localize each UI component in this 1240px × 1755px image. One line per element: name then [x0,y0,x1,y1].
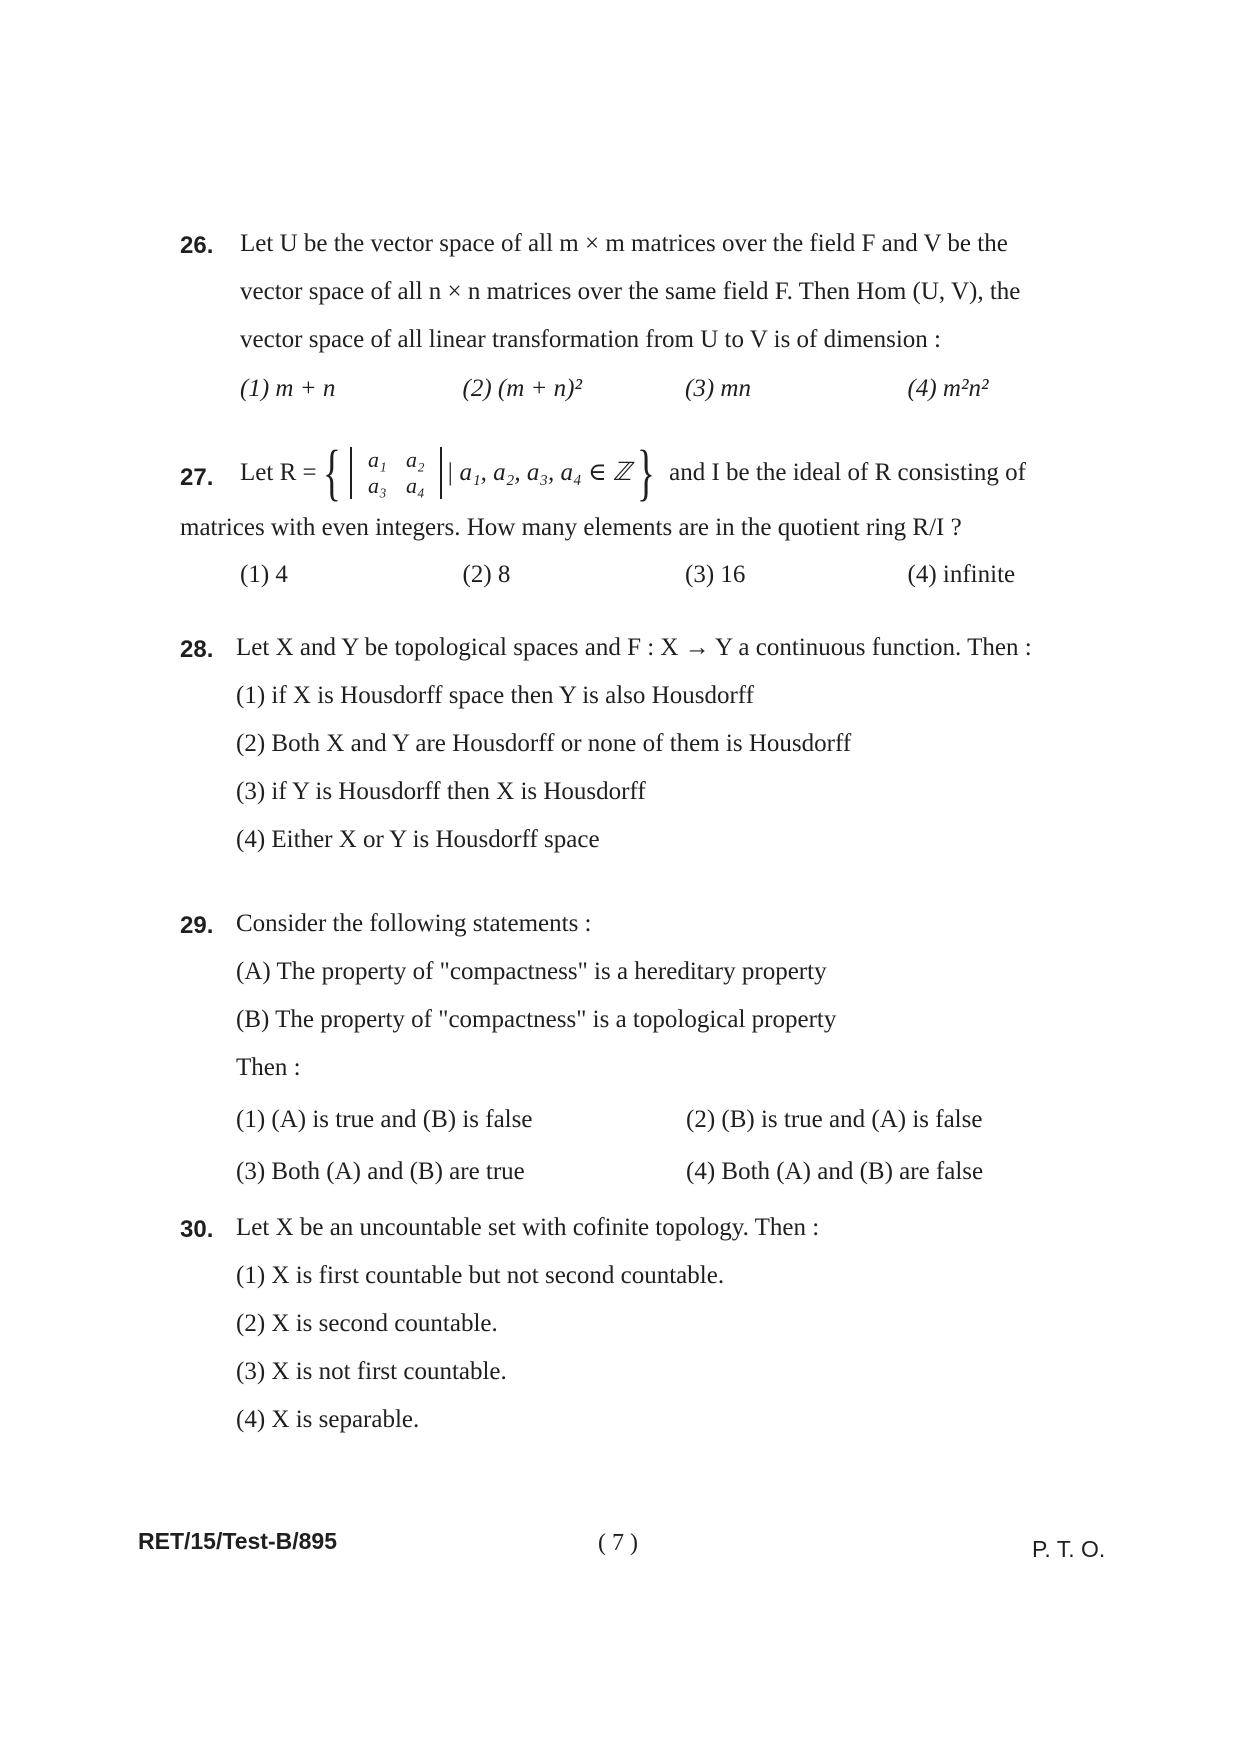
statement-a: (A) The property of "compactness" is a hereditary property [236,958,827,985]
matrix-entry: a₃ [368,473,387,498]
option-4: (4) m²n² [907,375,989,402]
question-28 [180,636,1130,864]
exam-code: RET/15/Test-B/895 [138,1528,337,1554]
option-1: (1) (A) is true and (B) is false [236,1106,533,1133]
option-1: (1) X is first countable but not second countable. [236,1262,725,1289]
question-number: 29. [180,912,214,939]
option-4: (4) Either X or Y is Housdorff space [236,826,600,853]
page-number: ( 7 ) [598,1530,638,1556]
option-4: (4) Both (A) and (B) are false [686,1158,984,1185]
pto-label: P. T. O. [1032,1536,1106,1562]
option-2: (2) 8 [462,561,511,588]
option-2: (2) Both X and Y are Housdorff or none of them is Housdorff [236,730,852,757]
option-1: (1) m + n [240,375,336,402]
option-4: (4) X is separable. [236,1406,420,1433]
question-text-line: Let U be the vector space of all m × m matrices over the field F and V be the [240,230,1008,257]
question-number: 30. [180,1216,214,1243]
statement-b: (B) The property of "compactness" is a topological property [236,1006,837,1033]
option-2: (2) (m + n)² [462,375,582,402]
left-brace-symbol: { [322,439,341,507]
matrix [350,447,442,499]
question-text-line: Let X be an uncountable set with cofinite topology. Then : [236,1214,820,1241]
question-number: 26. [180,232,214,259]
question-number: 28. [180,636,214,663]
question-text-line: vector space of all linear transformation from U to V is of dimension : [240,326,941,353]
matrix-entry: a₁ [368,447,387,472]
option-2: (2) X is second countable. [236,1310,498,1337]
question-26 [180,232,1130,412]
option-2: (2) (B) is true and (A) is false [686,1106,983,1133]
question-number: 27. [180,464,214,491]
question-27 [180,439,1130,598]
question-text-line: vector space of all n × n matrices over the same field F. Then Hom (U, V), the [240,278,1021,305]
right-brace-symbol: } [637,439,656,507]
question-text-line: Consider the following statements : [236,910,592,937]
option-3: (3) 16 [685,561,746,588]
matrix-entry: a₄ [406,473,425,498]
option-3: (3) if Y is Housdorff then X is Housdorff [236,778,646,805]
option-3: (3) Both (A) and (B) are true [236,1158,525,1185]
option-1: (1) 4 [240,561,288,588]
question-text-line: Let X and Y be topological spaces and F : X → Y a continuous function. Then : [236,634,1032,661]
question-29 [180,912,1130,1198]
stem-prefix: Let R = [240,459,317,486]
option-1: (1) if X is Housdorff space then Y is also Housdorff [236,682,754,709]
option-3: (3) mn [685,375,751,402]
stem-suffix: and I be the ideal of R consisting of [669,459,1027,486]
option-4: (4) infinite [907,561,1016,588]
question-30 [180,1216,1130,1444]
option-3: (3) X is not first countable. [236,1358,507,1385]
matrix-entry: a₂ [406,447,425,472]
question-text-line: matrices with even integers. How many elements are in the quotient ring R/I ? [180,514,962,541]
then-label: Then : [236,1054,301,1081]
set-condition: | a₁, a₂, a₃, a₄ ∈ ℤ [446,459,632,486]
